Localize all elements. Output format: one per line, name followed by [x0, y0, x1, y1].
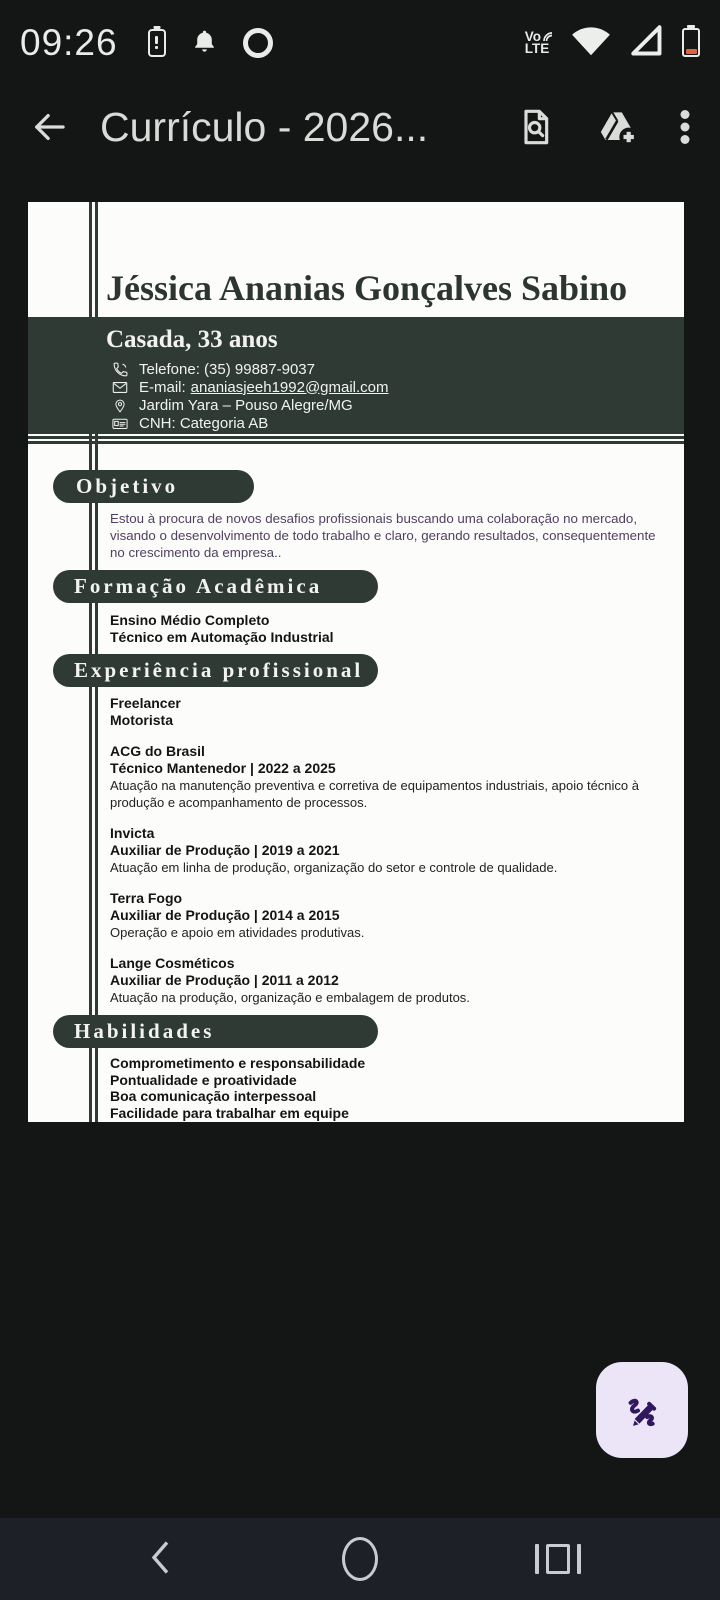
contact-band [28, 317, 684, 434]
nav-home-button[interactable] [342, 1537, 378, 1581]
resume-header [28, 202, 684, 317]
section-title-experiencia: Experiência profissional [53, 654, 378, 687]
find-in-page-button[interactable] [516, 107, 556, 147]
signal-icon [628, 22, 664, 63]
job-description: Operação e apoio em atividades produtivas. [110, 925, 365, 940]
objetivo-text: Estou à procura de novos desafios profissionais buscando uma colaboração no mercado, visando o desenvolvimento de todo trabalho e claro, gerando resultados, consequentemente no crescimento da empresa.. [110, 511, 656, 560]
signature-fab-button[interactable] [596, 1362, 688, 1458]
job-company: Lange Cosméticos [110, 955, 235, 971]
recents-icon [535, 1542, 581, 1576]
resume-subtitle: Casada, 33 anos [106, 326, 278, 353]
job-role: Auxiliar de Produção | 2011 a 2012 [110, 972, 339, 988]
job-description: Atuação em linha de produção, organização do setor e controle de qualidade. [110, 860, 558, 875]
horizontal-double-rule [28, 436, 684, 444]
app-bar [0, 85, 720, 169]
add-to-drive-button[interactable] [596, 107, 638, 147]
formacao-line: Ensino Médio Completo [110, 612, 270, 628]
battery-alert-icon [148, 29, 166, 57]
section-title-formacao: Formação Acadêmica [53, 570, 378, 603]
document-title: Currículo - 2026... [100, 103, 429, 150]
formacao-content [110, 612, 684, 646]
skill-line: Boa comunicação interpessoal [110, 1088, 317, 1104]
notification-bell-icon [192, 27, 217, 59]
skill-line: Comprometimento e responsabilidade [110, 1055, 366, 1071]
status-bar [0, 0, 720, 85]
job-company: Freelancer [110, 695, 181, 711]
job-entry [110, 695, 684, 729]
phone-icon [111, 360, 129, 378]
job-role: Auxiliar de Produção | 2014 a 2015 [110, 907, 340, 923]
home-circle-icon [342, 1537, 378, 1581]
job-company: Terra Fogo [110, 890, 183, 906]
contact-email: E-mail: ananiasjeeh1992@gmail.com [106, 378, 684, 396]
job-description: Atuação na produção, organização e embalagem de produtos. [110, 990, 470, 1005]
status-right-icons [525, 22, 700, 63]
contact-license: CNH: Categoria AB [106, 414, 684, 432]
wifi-icon [570, 23, 612, 62]
volte-icon: Vo LTE [525, 31, 554, 55]
resume-name: Jéssica Ananias Gonçalves Sabino [106, 268, 628, 308]
status-left-icons [148, 27, 273, 59]
email-link[interactable]: ananiasjeeh1992@gmail.com [190, 378, 389, 396]
license-icon [111, 414, 129, 432]
battery-icon [682, 28, 700, 57]
job-company: ACG do Brasil [110, 743, 205, 759]
job-role: Motorista [110, 712, 173, 728]
job-entry [110, 825, 684, 876]
nav-recents-button[interactable] [535, 1542, 581, 1576]
experiencia-content [110, 695, 684, 1006]
back-button[interactable] [28, 106, 70, 148]
status-time: 09:26 [20, 21, 118, 63]
formacao-line: Técnico em Automação Industrial [110, 629, 334, 645]
job-entry [110, 955, 684, 1006]
job-role: Técnico Mantenedor | 2022 a 2025 [110, 760, 336, 776]
job-entry [110, 743, 684, 811]
email-icon [111, 378, 129, 396]
nav-back-button[interactable] [146, 1538, 174, 1581]
skill-line: Pontualidade e proatividade [110, 1071, 297, 1088]
skill-line: Facilidade para trabalhar em equipe [110, 1104, 349, 1121]
section-title-habilidades: Habilidades [53, 1015, 378, 1048]
overflow-menu-button[interactable] [678, 107, 692, 147]
navigation-bar [0, 1518, 720, 1600]
data-saver-icon [243, 28, 273, 58]
job-company: Invicta [110, 825, 155, 841]
signature-pen-icon [620, 1387, 664, 1434]
job-description: Atuação na manutenção preventiva e corretiva de equipamentos industriais, apoio técnico à produção e acompanhamento de processos. [110, 778, 639, 810]
document-page[interactable] [28, 202, 684, 1122]
habilidades-content [110, 1055, 684, 1121]
section-title-objetivo: Objetivo [53, 470, 254, 503]
contact-address: Jardim Yara – Pouso Alegre/MG [106, 396, 684, 414]
job-role: Auxiliar de Produção | 2019 a 2021 [110, 842, 340, 858]
location-icon [111, 396, 129, 414]
contact-phone: Telefone: (35) 99887-9037 [106, 360, 684, 378]
job-entry [110, 890, 684, 941]
back-chevron-icon [146, 1538, 174, 1581]
